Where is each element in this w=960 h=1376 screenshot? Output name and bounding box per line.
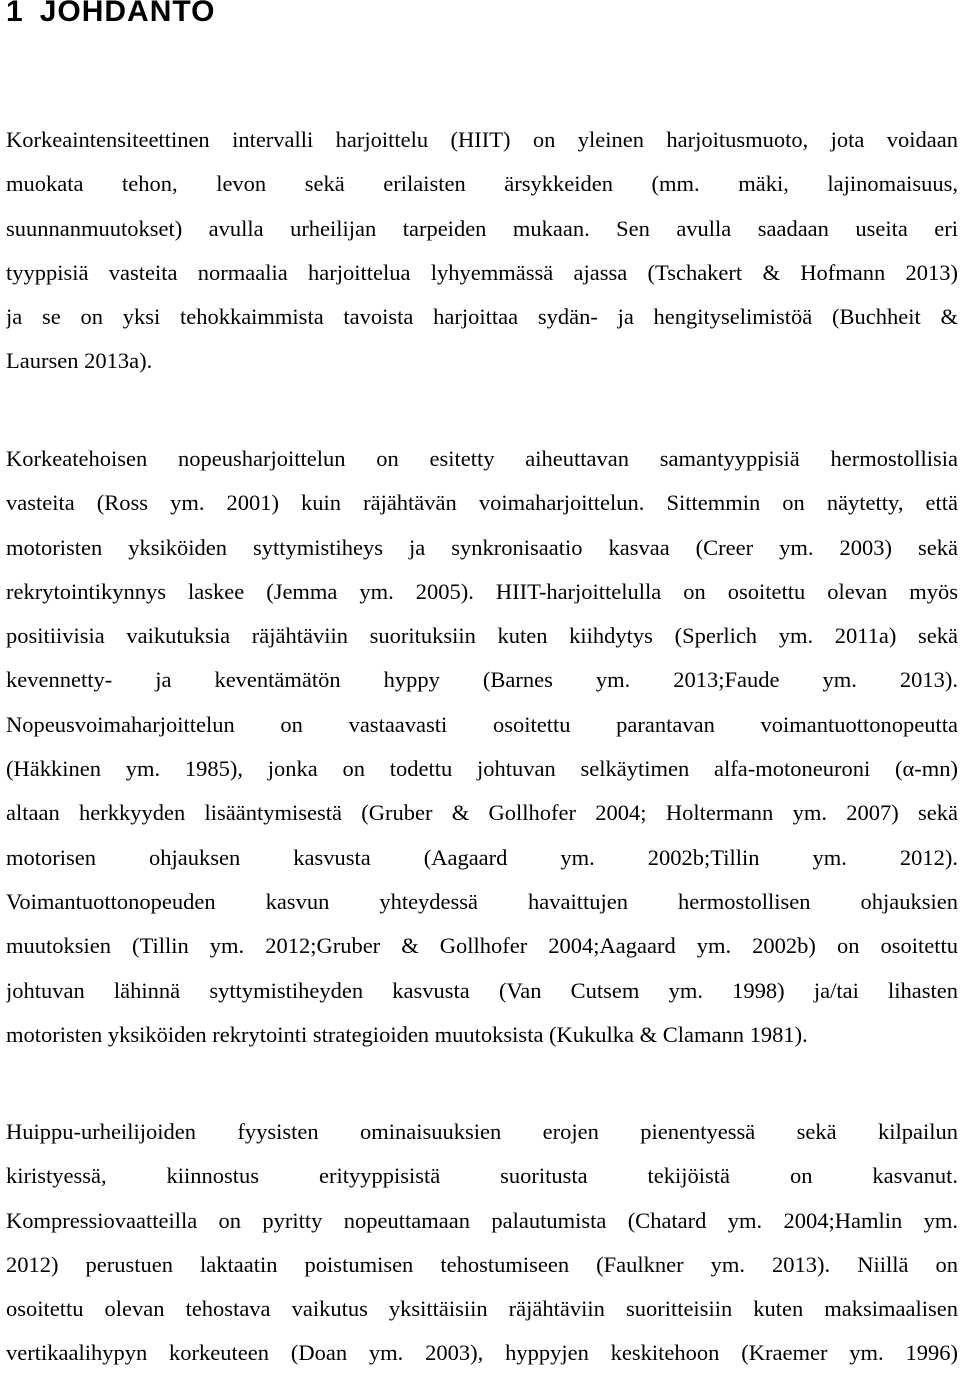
paragraph-intro-hiit [6,118,958,384]
text-line: altaan herkkyyden lisääntymisestä (Gruber & Gollhofer 2004; Holtermann ym. 2007) sekä [6,800,958,826]
text-line: vertikaalihypyn korkeuteen (Doan ym. 2003), hyppyjen keskitehoon (Kraemer ym. 1996) [6,1340,958,1366]
text-line: motoristen yksiköiden syttymistiheys ja synkronisaatio kasvaa (Creer ym. 2003) sekä [6,534,958,560]
chapter-heading [6,0,216,34]
text-line: rekrytointikynnys laskee (Jemma ym. 2005). HIIT-harjoittelulla on osoitettu olevan myös [6,578,958,604]
chapter-number: 1 [6,0,24,28]
text-line: suunnanmuutokset) avulla urheilijan tarpeiden mukaan. Sen avulla saadaan useita eri [6,215,958,241]
paragraph-compression-garments [6,1110,958,1376]
text-line: Nopeusvoimaharjoittelun on vastaavasti osoitettu parantavan voimantuottonopeutta [6,711,958,737]
text-line: positiivisia vaikutuksia räjähtäviin suorituksiin kuten kiihdytys (Sperlich ym. 2011a) sekä [6,623,958,649]
text-line: Kompressiovaatteilla on pyritty nopeuttamaan palautumista (Chatard ym. 2004;Hamlin ym. [6,1207,958,1233]
text-line: tyyppisiä vasteita normaalia harjoittelua lyhyemmässä ajassa (Tschakert & Hofmann 2013) [6,259,958,285]
text-line: Voimantuottonopeuden kasvun yhteydessä havaittujen hermostollisen ohjauksien [6,888,958,914]
text-line: 2012) perustuen laktaatin poistumisen tehostumiseen (Faulkner ym. 2013). Niillä on [6,1251,958,1277]
chapter-title: JOHDANTO [39,0,216,28]
text-line: kiristyessä, kiinnostus erityyppisistä suoritusta tekijöistä on kasvanut. [6,1163,958,1189]
text-line: johtuvan lähinnä syttymistiheyden kasvusta (Van Cutsem ym. 1998) ja/tai lihasten [6,977,958,1003]
text-line: motoristen yksiköiden rekrytointi strategioiden muutoksista (Kukulka & Clamann 1981). [6,1021,808,1047]
text-line: muokata tehon, levon sekä erilaisten ärsykkeiden (mm. mäki, lajinomaisuus, [6,171,958,197]
text-line: Korkeatehoisen nopeusharjoittelun on esitetty aiheuttavan samantyyppisiä hermostollisia [6,446,958,471]
paragraph-neural-responses [6,437,958,1057]
text-line: (Häkkinen ym. 1985), jonka on todettu johtuvan selkäytimen alfa-motoneuroni (α-mn) [6,756,958,782]
text-line: osoitettu olevan tehostava vaikutus yksittäisiin räjähtäviin suoritteisiin kuten maksimaalisen [6,1296,958,1322]
text-line: muutoksien (Tillin ym. 2012;Gruber & Gollhofer 2004;Aagaard ym. 2002b) on osoitettu [6,933,958,959]
text-line: ja se on yksi tehokkaimmista tavoista harjoittaa sydän- ja hengityselimistöä (Buchheit & [6,304,958,330]
text-line: motorisen ohjauksen kasvusta (Aagaard ym. 2002b;Tillin ym. 2012). [6,844,958,870]
text-line: Huippu-urheilijoiden fyysisten ominaisuuksien erojen pienentyessä sekä kilpailun [6,1119,958,1144]
text-line: Korkeaintensiteettinen intervalli harjoittelu (HIIT) on yleinen harjoitusmuoto, jota voidaan [6,127,958,152]
text-line: vasteita (Ross ym. 2001) kuin räjähtävän voimaharjoittelun. Sittemmin on näytetty, että [6,490,958,516]
text-line: Laursen 2013a). [6,348,153,374]
text-line: kevennetty- ja keventämätön hyppy (Barnes ym. 2013;Faude ym. 2013). [6,667,958,693]
